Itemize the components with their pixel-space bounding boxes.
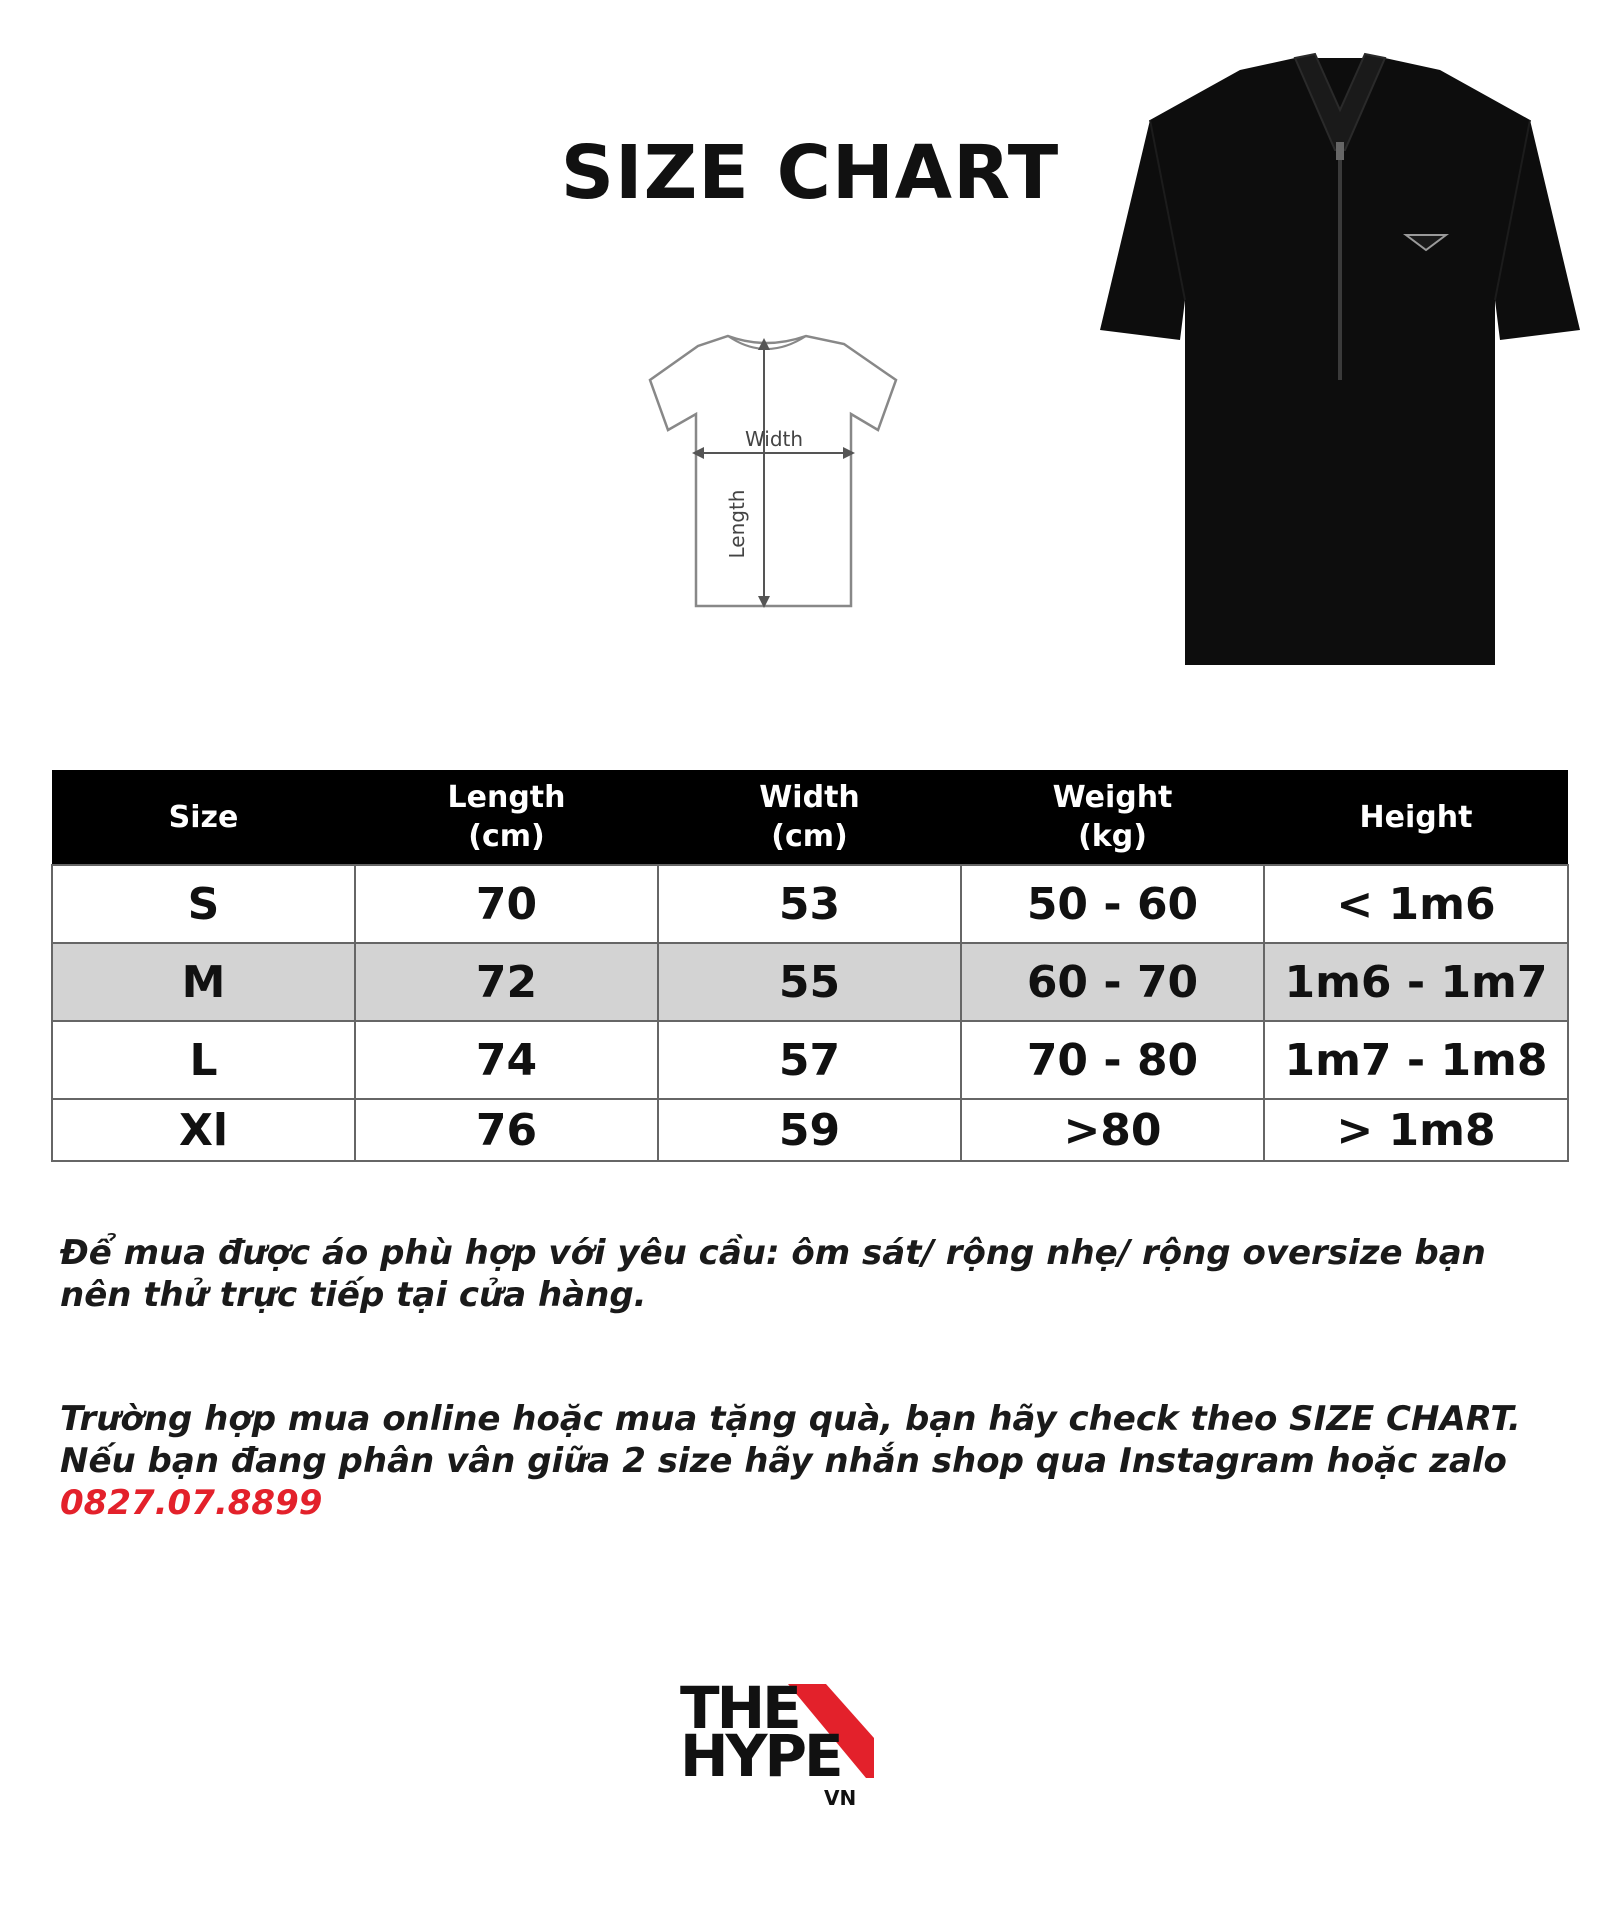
header-weight: Weight (kg)	[961, 770, 1264, 865]
the-hype-logo	[676, 1674, 876, 1812]
cell-height: 1m6 - 1m7	[1264, 943, 1568, 1021]
table-row	[52, 865, 1568, 943]
phone-number[interactable]: 0827.07.8899	[60, 1483, 323, 1523]
table-row	[52, 1099, 1568, 1161]
cell-weight: 70 - 80	[961, 1021, 1264, 1099]
size-table	[51, 770, 1569, 1162]
cell-weight: 60 - 70	[961, 943, 1264, 1021]
cell-weight: >80	[961, 1099, 1264, 1161]
header-width: Width (cm)	[658, 770, 961, 865]
cell-height: 1m7 - 1m8	[1264, 1021, 1568, 1099]
length-label: Length	[725, 489, 749, 559]
cell-length: 74	[355, 1021, 658, 1099]
cell-length: 70	[355, 865, 658, 943]
logo-suffix: VN	[824, 1786, 857, 1810]
header-length: Length (cm)	[355, 770, 658, 865]
cell-length: 76	[355, 1099, 658, 1161]
table-row	[52, 1021, 1568, 1099]
cell-size: L	[52, 1021, 355, 1099]
header-height: Height	[1264, 770, 1568, 865]
cell-length: 72	[355, 943, 658, 1021]
note-line: Để mua được áo phù hợp với yêu cầu: ôm sát/ rộng nhẹ/ rộng oversize bạn	[60, 1233, 1486, 1273]
fit-advice-note	[60, 1232, 1560, 1316]
cell-weight: 50 - 60	[961, 865, 1264, 943]
table-row	[52, 943, 1568, 1021]
cell-size: Xl	[52, 1099, 355, 1161]
polo-shirt-image	[1090, 50, 1590, 670]
cell-size: M	[52, 943, 355, 1021]
cell-width: 55	[658, 943, 961, 1021]
cell-width: 53	[658, 865, 961, 943]
logo-text-line1: THE	[680, 1674, 799, 1742]
logo-text-line2: HYPE	[680, 1722, 841, 1790]
table-header-row	[52, 770, 1568, 865]
cell-width: 57	[658, 1021, 961, 1099]
note-line: Trường hợp mua online hoặc mua tặng quà, bạn hãy check theo SIZE CHART.	[60, 1399, 1521, 1439]
note-line: nên thử trực tiếp tại cửa hàng.	[60, 1275, 647, 1315]
cell-height: > 1m8	[1264, 1099, 1568, 1161]
tshirt-measurement-diagram	[636, 318, 966, 618]
note-line: Nếu bạn đang phân vân giữa 2 size hãy nhắn shop qua Instagram hoặc zalo	[60, 1441, 1507, 1481]
cell-height: < 1m6	[1264, 865, 1568, 943]
header-size: Size	[52, 770, 355, 865]
online-order-note	[60, 1398, 1560, 1524]
cell-size: S	[52, 865, 355, 943]
cell-width: 59	[658, 1099, 961, 1161]
page-title: SIZE CHART	[560, 130, 1060, 216]
width-label: Width	[744, 427, 804, 451]
tshirt-outline	[650, 336, 896, 606]
